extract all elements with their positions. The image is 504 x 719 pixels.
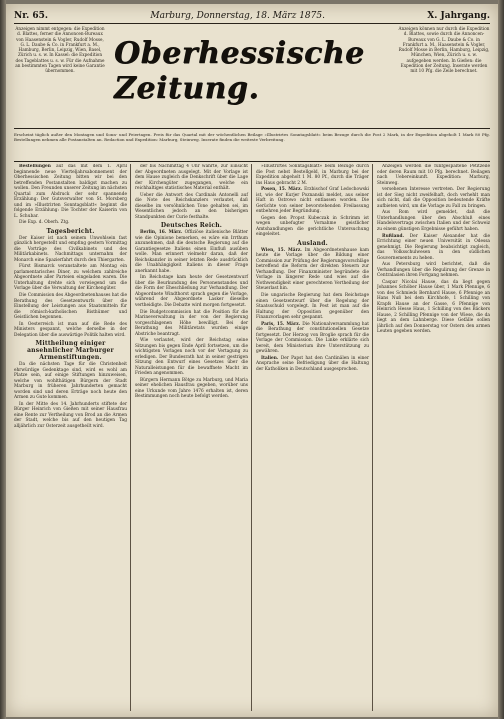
masthead-line bbox=[14, 10, 490, 22]
article-paragraph bbox=[135, 338, 248, 377]
section-heading: Tagesbericht. bbox=[46, 227, 95, 235]
paragraph-text: Die Commission des Abgeordnetenhauses hat die Berathung des Gesetzentwurfs über die Einstellung der Leistungen aus Staatsmitteln für die römisch-katholischen Bisthümer und Geistlichen begonnen. bbox=[14, 293, 127, 321]
article-paragraph bbox=[135, 378, 248, 400]
paragraph-text: Der Papst hat den Cardinälen in einer Ansprache seine Befriedigung über die Haltung der Katholiken in Deutschland ausgesprochen. bbox=[256, 355, 369, 372]
columns-rule bbox=[14, 161, 490, 162]
paragraph-text: Gegen den Propst Kubeczak in Schrimm ist wegen unbefugter Vornahme geistlicher Amtshandlungen die gerichtliche Untersuchung eingeleitet. bbox=[256, 215, 369, 238]
article-paragraph bbox=[256, 187, 369, 215]
article-paragraph bbox=[14, 220, 127, 226]
article-paragraph bbox=[377, 280, 490, 335]
article-paragraph bbox=[256, 293, 369, 321]
paragraph-text: Die ungarische Regierung hat dem Reichstage einen Gesetzentwurf über die Regelung der Staatsschuld vorgelegt. In Pest ist man auf die Haltung der Opposition gegenüber den Finanzvorlagen sehr gespannt. bbox=[256, 293, 369, 321]
article-paragraph bbox=[377, 262, 490, 279]
paragraph-text: Bürgern Hermann Bötge zu Marburg, und Maria seiner ehelichen Hausfrau gegeben, worüber uns eine Urkunde vom Jahre 1476 erhalten ist, deren Bestimmungen noch heute befolgt werden. bbox=[135, 377, 248, 400]
paragraph-text: Im Reichstage kam heute der Gesetzentwurf über die Beurkundung des Personenstandes und die Form der Eheschließung zur Verhandlung. Der Abgeordnete Windthorst sprach gegen die Vorlage, während der Abgeordnete Lasker dieselbe vertheidigte. Die Debatte wird morgen fortgesetzt. bbox=[135, 275, 248, 308]
article-paragraph bbox=[135, 230, 248, 274]
paragraph-text: Die Budgetcommission hat die Position für die Marineverwaltung in der von der Regierung vorgeschlagenen Höhe bewilligt. Bei der Berathung des Militäretats wurden einige Abstriche beantragt. bbox=[135, 309, 248, 337]
column-2 bbox=[135, 164, 252, 711]
paragraph-text: Anzeigen werden die fünfgespaltene Petitzeile oder deren Raum mit 10 Pfg. berechnet. Beilagen nach Uebereinkunft. Expedition: Marburg, Steinweg. bbox=[377, 164, 490, 186]
paragraph-text: Fürst Bismarck veranstaltete am Montag ein parlamentarisches Diner, zu welchem zahlreiche Abgeordnete aller Parteien eingeladen waren. Die Unterhaltung drehte sich vorwiegend um die Vorlage über die Verwaltung der Kirchengüter. bbox=[14, 264, 127, 292]
paragraph-text: Die Exp. d. Oberh. Ztg. bbox=[19, 220, 70, 226]
paragraph-lead: Paris, 15. März. bbox=[261, 321, 303, 327]
paragraph-text: Wie verlautet, wird der Reichstag seine Sitzungen bis gegen Ende April fortsetzen, um die wichtigsten Vorlagen noch vor der Vertagung zu erledigen. Der Bundesrath hat in seiner gestrigen Sitzung den Entwurf eines Gesetzes über die Naturalleistungen für die bewaffnete Macht im Frieden angenommen. bbox=[135, 338, 248, 377]
article-paragraph bbox=[256, 248, 369, 292]
article-paragraph bbox=[256, 164, 369, 186]
article-paragraph bbox=[14, 362, 127, 401]
paragraph-text: Der Kaiser ist nach seinem Unwohlsein fast gänzlich hergestellt und empfing gestern Vormittag die Vorträge des Civilkabinets und des Militärkabinets. Nachmittags unternahm der Monarch eine Spazierfahrt durch den Thiergarten. bbox=[14, 235, 127, 263]
article-paragraph bbox=[14, 264, 127, 292]
subscription-info: Erscheint täglich außer den Montagen und Sonn- und Feiertagen. Preis für das Quartal mit der wöchentlichen Beilage »Illustrirtes Sonntagsblatt« beim Bezuge durch die Post 2 Mark, in der Expedition abgeholt 1 Mark 80 Pfg. Bestellungen nehmen alle Postanstalten an. Redaction und Expedition: Marburg, Steinweg. Inserate finden die weiteste Verbreitung. bbox=[14, 132, 490, 142]
article-paragraph bbox=[135, 164, 248, 192]
right-binding-edge bbox=[498, 0, 504, 719]
paragraph-text: Im Abgeordnetenhause kam heute die Vorlage über die Bildung einer Commission zur Prüfung der Regierungsvorschläge betreffend die Reform der direkten Steuern zur Verhandlung. Der Finanzminister begründete die Vorlage in längerer Rede und wies auf die Nothwendigkeit einer gerechteren Vertheilung der Steuerlast hin. bbox=[256, 247, 369, 292]
section-heading: Ausland. bbox=[297, 239, 328, 247]
article-paragraph bbox=[14, 164, 127, 219]
paragraph-text: Erzbischof Graf Ledochowski ist, wie der Kurjer Poznanski meldet, aus seiner Haft in Ostrowo nicht entlassen worden. Die Gerüchte von seiner bevorstehenden Freilassung entbehren jeder Begründung. bbox=[256, 187, 369, 215]
article-paragraph bbox=[377, 234, 490, 262]
paragraph-text: der bis Nachmittag 4 Uhr währte, zur Einsicht der Abgeordneten ausgelegt. Mit der Vorlage ist dem Hause zugleich die Denkschrift über die Lage der Kirchengüter zugegangen, welche ein reichhaltiges statistisches Material enthält. bbox=[135, 164, 248, 191]
paragraph-lead: Wien, 15. März. bbox=[261, 247, 305, 253]
article-paragraph bbox=[14, 293, 127, 321]
section-heading: Deutsches Reich. bbox=[160, 222, 223, 230]
article-paragraph bbox=[135, 193, 248, 221]
paragraph-text: versehenen Interesse vertreten. Der Regierung ist der Sieg nicht zweifelhaft, doch verhehlt man sich nicht, daß die Opposition bedeutende Kräfte aufbieten wird, um die Vorlage zu Fall zu bringen. bbox=[377, 187, 490, 209]
article-paragraph bbox=[256, 322, 369, 355]
paragraph-lead: Italien. bbox=[261, 355, 281, 361]
paragraph-text: Da die nächsten Tage für die Christenheit ehrwürdige Gedenktage sind, wird es wohl am Platze sein, auf einige Stiftungen hinzuweisen, welche von wohlthätigen Bürgern der Stadt Marburg in früheren Jahrhunderten gemacht worden sind und deren Erträge noch heute den Armen zu Gute kommen. bbox=[14, 362, 127, 401]
article-paragraph bbox=[377, 164, 490, 186]
notice-box-right: Anzeigen können nur durch die Expedition d. Blattes, sowie durch die Annoncen-Bureaux von G. L. Daube & Co. in Frankfurt a. M., Haasenstein & Vogler, Rudolf Mosse in Berlin, Hamburg, Leipzig, München, Wien, Zürich u. s. w. aufgegeben werden. In Gießen: die Expedition der Zeitung. Inserate werden mit 10 Pfg. die Zeile berechnet. bbox=[398, 26, 490, 74]
paragraph-text: Der Kaiser Alexander hat die Errichtung einer neuen Universität in Odessa genehmigt. Die Regierung beabsichtigt zugleich, das Volksschulwesen in den südlichen Gouvernements zu heben. bbox=[377, 233, 490, 261]
column-4 bbox=[377, 164, 490, 711]
volume-label: X. Jahrgang. bbox=[427, 11, 490, 21]
paragraph-text: auf das mit dem 1. April beginnende neue Vierteljahrsabonnement der Oberhessischen Zeitung bitten wir bei den betreffenden Postanstalten baldigst machen zu wollen. Den Freunden unserer Zeitung im nächsten Quartal zum Abdruck der sehr spannende Erzählung: Der Gutsverwalter von St. Morsberg und im »Illustrirten Sonntagsblatt« beginnt die folgende Erzählung: Die Tochter der Kaiserin von L. Schubar. bbox=[14, 164, 128, 219]
article-paragraph bbox=[14, 236, 127, 264]
section-heading: Mittheilung einiger ansehnlicher Marburger Armenstiftungen. bbox=[27, 340, 114, 362]
paragraph-lead: Posen, 15. März. bbox=[261, 187, 305, 193]
paragraph-lead: Rußland. bbox=[382, 233, 410, 239]
article-paragraph bbox=[377, 210, 490, 232]
paragraph-text: In Oesterreich ist man auf die Rede des Ministers gespannt, welche derselbe in der Delegation über die auswärtige Politik halten wird. bbox=[14, 321, 127, 338]
article-paragraph bbox=[14, 402, 127, 430]
paragraph-text: Ueber die Antwort des Cardinals Antonelli auf die Note des Reichskanzlers verlautet, daß dieselbe im versöhnlichen Tone gehalten sei, im Wesentlichen jedoch an den bisherigen Standpunkten der Curie festhalte. bbox=[135, 192, 248, 220]
notice-box-left: Anzeigen nimmt entgegen: die Expedition d. Blattes, ferner die Annoncen-Bureaux von Haasenstein & Vogler, Rudolf Mosse, G. L. Daube & Co. in Frankfurt a. M., Hamburg, Berlin, Leipzig, Wien, Basel, Zürich u. s. w. In Kassel: die Expedition des Tageblattes u. s. w. Für die Aufnahme an bestimmten Tagen wird keine Garantie übernommen. bbox=[15, 26, 105, 74]
column-3 bbox=[256, 164, 373, 711]
paragraph-lead: Bestellungen bbox=[19, 164, 57, 169]
paragraph-text: Aus Petersburg wird berichtet, daß die Verhandlungen über die Regulirung der Grenze in Centralasien ihren Fortgang nehmen. bbox=[377, 262, 490, 279]
paragraph-text: Caspar Nicolai Hause, das da liegt gegen Johannes Schöber Hause über, 1 Mark Pfennige, 6 von des Schmieds Bernhard Hause, 6 Pfennige an Hans Nuß bei dem Kirchhofe, 1 Schilling von Krapfs Hause an der Gasse, 6 Pfennige von Heinrich Hesse Haus, 1 Schilling von des Bäckers Hause, 2 Schilling Pfennige von der Wiese, die da liegt an dem Lahnberge. Diese Gefälle sollen jährlich auf den Donnerstag vor Ostern den armen Leuten gegeben werden. bbox=[377, 279, 490, 335]
column-1 bbox=[14, 164, 131, 711]
article-paragraph bbox=[256, 356, 369, 373]
article-paragraph bbox=[14, 322, 127, 339]
paragraph-lead: Berlin, 16. März. bbox=[140, 230, 185, 236]
paragraph-text: »Illustrirtes Sonntagsblatt« beim Bezuge durch die Post nebst Bestellgeld, in Marburg bei der Expedition abgeholt 1 M. 80 Pf., durch die Träger ins Haus gebracht 2 M. bbox=[256, 164, 369, 186]
issue-number: Nr. 65. bbox=[14, 11, 49, 21]
dateline: Marburg, Donnerstag, 18. März 1875. bbox=[150, 11, 325, 21]
article-paragraph bbox=[377, 187, 490, 209]
newspaper-title: Oberhessische Zeitung. bbox=[114, 36, 365, 106]
article-paragraph bbox=[135, 310, 248, 338]
paragraph-text: Aus Rom wird gemeldet, daß die Unterhandlungen über den Abschluß eines Handelsvertrags zwischen Italien und der Schweiz zu einem günstigen Ergebnisse geführt haben. bbox=[377, 210, 490, 232]
newspaper-page bbox=[6, 4, 498, 717]
article-paragraph bbox=[135, 275, 248, 308]
paragraph-text: In der Mitte des 14. Jahrhunderts stiftete der Bürger Heinrich von Gießen mit seiner Hausfrau eine Rente zur Vertheilung von Brod an die Armen der Stadt, welche bis auf den heutigen Tag alljährlich zur Osterzeit ausgetheilt wird. bbox=[14, 401, 127, 429]
title-rule bbox=[14, 128, 490, 129]
paragraph-text: Die Nationalversammlung hat die Berathung der constitutionellen Gesetze fortgesetzt. Der Herzog von Broglie sprach für die Vorlage der Commission. Die Linke erklärte sich bereit, dem Ministerium ihre Unterstützung zu gewähren. bbox=[256, 321, 369, 355]
masthead-rule bbox=[14, 23, 490, 24]
article-columns bbox=[14, 164, 490, 711]
paragraph-text: Offiziöse italienische Blätter wie die Opinione bemerken, es wäre ein Irrthum anzunehmen, daß die deutsche Regierung auf die Garantiegesetze Italiens einen Einfluß ausüben wolle. Man erinnert vielmehr daran, daß der Reichskanzler in seiner letzten Rede ausdrücklich die Unabhängigkeit Italiens in dieser Frage anerkannt habe. bbox=[135, 230, 248, 274]
article-paragraph bbox=[256, 216, 369, 238]
